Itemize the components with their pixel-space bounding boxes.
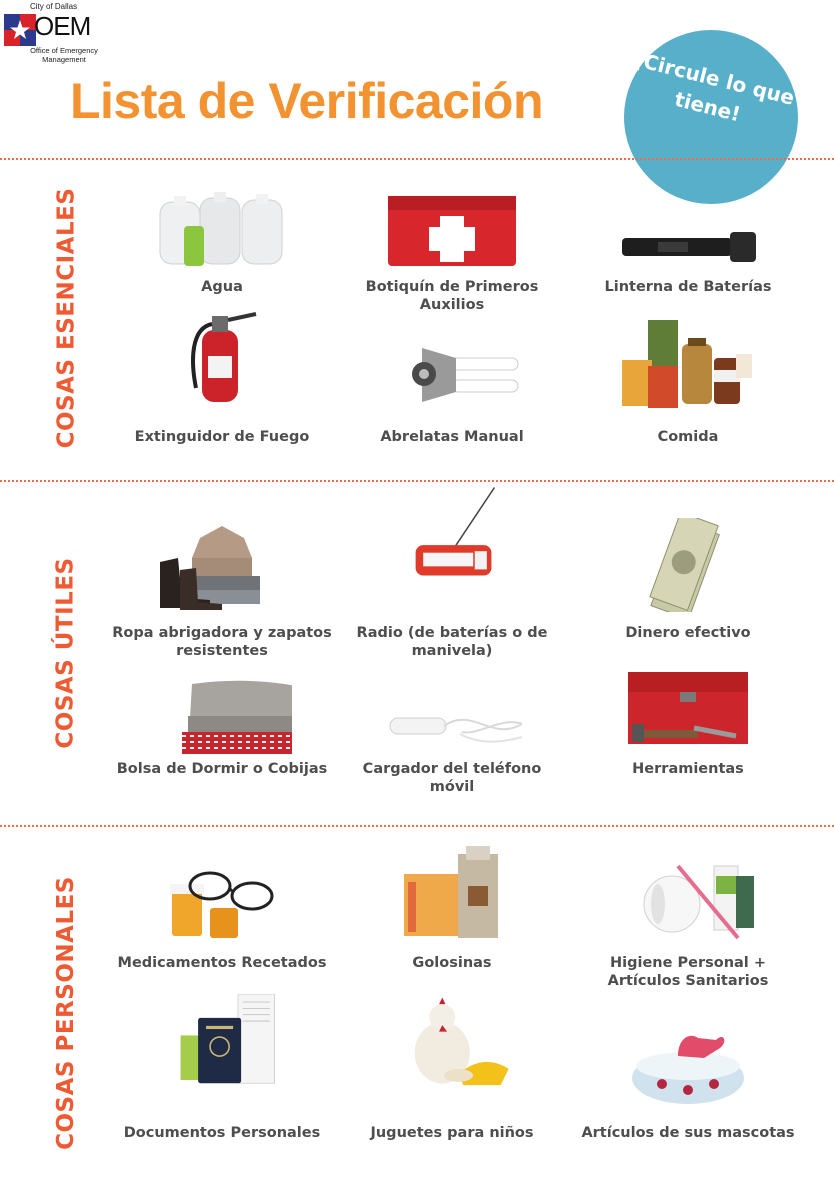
medication-icon bbox=[152, 856, 292, 950]
passport-icon bbox=[152, 994, 292, 1088]
item-caption: Botiquín de Primeros Auxilios bbox=[365, 279, 539, 313]
item-caption: Golosinas bbox=[412, 955, 492, 971]
city-name: City of Dallas bbox=[30, 2, 78, 11]
pet-bowl-icon bbox=[618, 1018, 758, 1112]
page-title: Lista de Verificación bbox=[70, 73, 544, 129]
item-caption: Agua bbox=[201, 279, 243, 295]
section-label-personales: COSAS PERSONALES bbox=[53, 876, 79, 1150]
item-caption: Dinero efectivo bbox=[625, 625, 751, 641]
section-label-esenciales: COSAS ESENCIALES bbox=[53, 187, 79, 448]
toolbox-icon bbox=[618, 666, 758, 760]
item-caption: Herramientas bbox=[632, 761, 744, 777]
food-cans-icon bbox=[618, 318, 758, 412]
first-aid-kit-icon bbox=[382, 186, 522, 280]
item-caption: Ropa abrigadora y zapatos resistentes bbox=[112, 625, 332, 659]
item-caption: Higiene Personal + Artículos Sanitarios bbox=[607, 955, 769, 989]
item-caption: Bolsa de Dormir o Cobijas bbox=[116, 761, 328, 777]
circle-badge bbox=[624, 30, 798, 204]
item-caption: Radio (de baterías o de manivela) bbox=[356, 625, 548, 659]
section-divider bbox=[0, 158, 834, 160]
toy-chicken-icon bbox=[382, 996, 522, 1090]
item-caption: Cargador del teléfono móvil bbox=[362, 761, 542, 795]
dallas-flag-icon bbox=[4, 14, 36, 46]
section-label-utiles: COSAS ÚTILES bbox=[53, 557, 80, 749]
agency-name: Office of Emergency Management bbox=[30, 46, 98, 64]
badge-text: ¡Circule lo que tiene! bbox=[632, 47, 797, 127]
oem-logo bbox=[4, 2, 124, 66]
hygiene-icon bbox=[618, 846, 758, 940]
item-caption: Artículos de sus mascotas bbox=[581, 1125, 795, 1141]
logo-oem-text: OEM bbox=[34, 11, 91, 41]
water-jugs-icon bbox=[152, 188, 292, 282]
radio-icon bbox=[382, 486, 522, 580]
flashlight-icon bbox=[618, 188, 758, 282]
item-caption: Comida bbox=[657, 429, 719, 445]
can-opener-icon bbox=[382, 318, 522, 412]
item-caption: Abrelatas Manual bbox=[380, 429, 524, 445]
item-caption: Medicamentos Recetados bbox=[117, 955, 327, 971]
item-caption: Extinguidor de Fuego bbox=[134, 429, 310, 445]
item-caption: Juguetes para niños bbox=[370, 1125, 534, 1141]
item-caption: Documentos Personales bbox=[123, 1125, 321, 1141]
item-caption: Linterna de Baterías bbox=[604, 279, 772, 295]
phone-charger-icon bbox=[382, 672, 522, 766]
section-divider bbox=[0, 480, 834, 482]
warm-clothes-icon bbox=[152, 518, 292, 612]
snacks-icon bbox=[382, 846, 522, 940]
cash-icon bbox=[618, 518, 758, 612]
blankets-icon bbox=[152, 672, 292, 766]
section-divider bbox=[0, 825, 834, 827]
fire-extinguisher-icon bbox=[152, 308, 292, 402]
